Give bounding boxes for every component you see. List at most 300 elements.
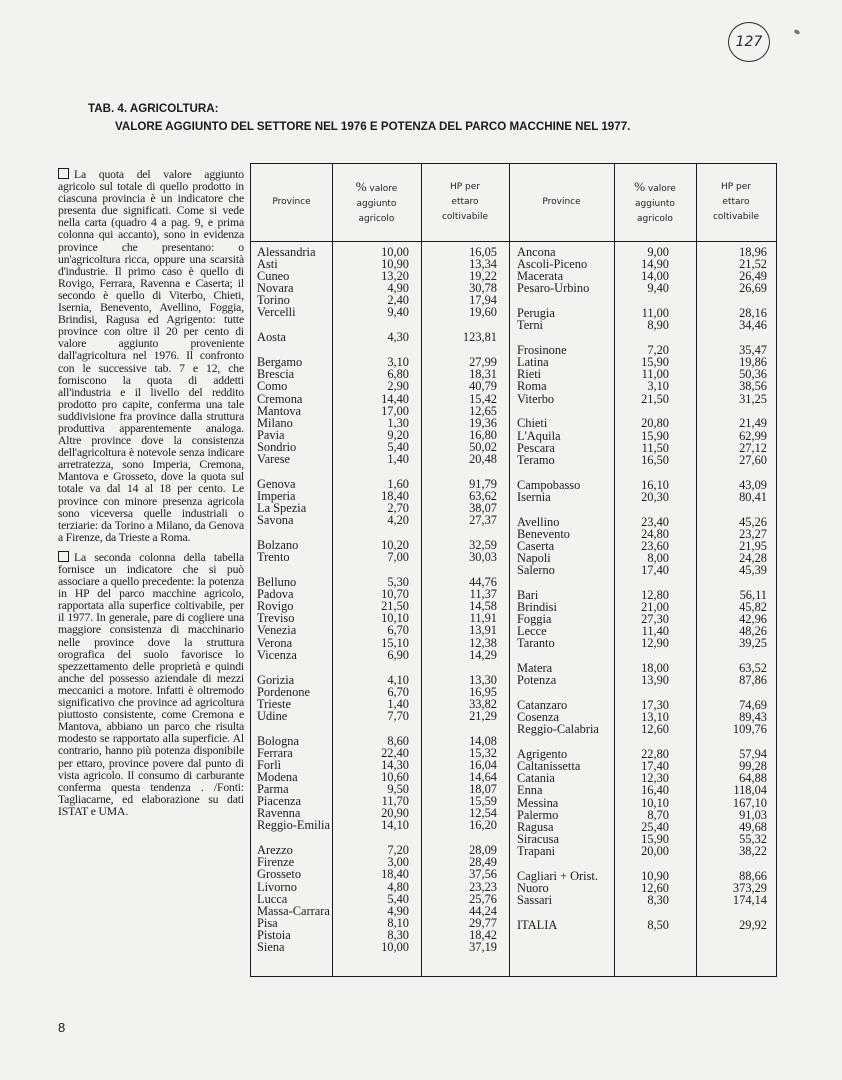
province-cell: Campobasso — [517, 477, 581, 492]
province-group — [517, 344, 770, 404]
table-row — [257, 393, 502, 405]
province-cell: Alessandria — [257, 245, 316, 259]
pct-value-cell: 8,50 — [647, 917, 669, 932]
pct-value-cell: 10,10 — [641, 795, 669, 810]
pct-value-cell: 6,90 — [387, 647, 409, 662]
table-row — [517, 821, 770, 833]
pct-value-cell: 21,50 — [641, 391, 669, 406]
province-cell: Viterbo — [517, 391, 555, 406]
pct-value-cell: 5,40 — [387, 891, 409, 906]
province-group — [517, 417, 770, 465]
narrative-text — [58, 168, 244, 825]
province-cell: Cagliari + Orist. — [517, 868, 598, 883]
narrative-paragraph-1: La quota del valore aggiunto agricolo sul totale di quello prodotto in ciascuna provincia è un indicatore che presenta due significati. Come si vede nella carta (quadro 4 a pag. 9, e prima colonna qui accanto), sono in evidenza province che presentano: o un'agricoltura ricca, oppure una scarsità d'industrie. Il primo caso è quello di Rovigo, Ferrara, Ravenna e Caserta; il secondo è quello di Viterbo, Chieti, Isernia, Benevento, Avellino, Foggia, Brindisi, Ragusa ed Agrigento: tutte province con oltre il 20 per cento di valore aggiunto proveniente dall'agricoltura nel 1976. Il confronto con le successive tab. 7 e 12, che forniscono la quota di addetti all'industria e il livello del reddito prodotto pro capite, conferma una tale suddivisione fra province dalla struttura produttiva apparentemente analoga. Altre province dove la consistenza dell'agricoltura è notevole senza indicare arretratezza, sono Imperia, Cremona, Mantova e Grosseto, dove la quota sul totale va dal 14 al 18 per cento. Le province con minore presenza agricola sono viceversa quelle industriali o terziarie: da Torino a Milano, da Genova a Firenze, da Trieste a Roma. — [58, 168, 244, 544]
table-row — [517, 282, 770, 294]
province-cell: Ferrara — [257, 745, 293, 760]
province-group — [517, 919, 770, 931]
hp-value-cell: 99,28 — [739, 759, 767, 774]
table-row — [257, 698, 502, 710]
province-cell: Nuoro — [517, 880, 549, 895]
table-row — [517, 894, 770, 906]
table-row — [517, 919, 770, 931]
province-cell: Grosseto — [257, 867, 302, 882]
pct-value-cell: 24,80 — [641, 526, 669, 541]
province-cell: Parma — [257, 782, 289, 797]
province-cell: Agrigento — [517, 747, 568, 762]
pct-value-cell: 15,90 — [641, 355, 669, 370]
table-row — [257, 246, 502, 258]
province-cell: Ragusa — [517, 819, 554, 834]
province-cell: L'Aquila — [517, 428, 561, 443]
table-row — [257, 747, 502, 759]
province-cell: Rieti — [517, 367, 542, 382]
pct-value-cell: 10,10 — [381, 611, 409, 626]
province-cell: Arezzo — [257, 843, 293, 858]
table-row — [257, 868, 502, 880]
province-cell: Varese — [257, 452, 291, 466]
table-row — [257, 905, 502, 917]
province-cell: Reggio-Calabria — [517, 722, 599, 737]
pct-value-cell: 8,30 — [387, 927, 409, 942]
province-group — [257, 539, 502, 563]
province-cell: Chieti — [517, 416, 548, 431]
hp-value-cell: 18,42 — [469, 927, 497, 942]
hp-value-cell: 11,91 — [469, 611, 497, 626]
hp-value-cell: 40,79 — [469, 379, 497, 394]
pct-value-cell: 8,60 — [387, 733, 409, 748]
hp-value-cell: 16,05 — [469, 245, 497, 259]
hp-value-cell: 34,46 — [739, 318, 767, 333]
pct-value-cell: 11,00 — [641, 367, 669, 382]
province-group — [517, 516, 770, 576]
pct-value-cell: 7,20 — [387, 843, 409, 858]
hp-value-cell: 31,25 — [739, 391, 767, 406]
hp-value-cell: 373,29 — [732, 880, 767, 895]
province-cell: Reggio-Emilia — [257, 818, 330, 833]
hp-value-cell: 15,32 — [469, 745, 497, 760]
province-cell: Asti — [257, 257, 278, 272]
province-cell: Bologna — [257, 733, 299, 748]
pct-value-cell: 9,20 — [387, 427, 409, 442]
pct-value-cell: 12,80 — [641, 587, 669, 602]
table-row — [257, 331, 502, 343]
header-province-right: Province — [542, 197, 581, 207]
table-row — [517, 454, 770, 466]
hp-value-cell: 16,04 — [469, 757, 497, 772]
hp-value-cell: 23,27 — [739, 526, 767, 541]
province-group — [517, 246, 770, 294]
province-cell: Foggia — [517, 612, 552, 627]
hp-value-cell: 18,96 — [739, 245, 767, 259]
table-row — [257, 258, 502, 270]
province-cell: Enna — [517, 783, 543, 798]
hp-value-cell: 74,69 — [739, 698, 767, 713]
table-body-left — [257, 246, 502, 966]
hp-value-cell: 21,52 — [739, 257, 767, 272]
pct-value-cell: 4,80 — [387, 879, 409, 894]
province-cell: Venezia — [257, 623, 297, 638]
pct-value-cell: 9,40 — [647, 281, 669, 296]
hp-value-cell: 38,22 — [739, 843, 767, 858]
table-row — [517, 809, 770, 821]
hp-value-cell: 14,08 — [469, 733, 497, 748]
hp-value-cell: 12,65 — [469, 403, 497, 418]
province-cell: Pescara — [517, 440, 555, 455]
province-group — [517, 699, 770, 735]
province-cell: Siena — [257, 939, 285, 954]
square-bullet-icon — [58, 168, 69, 179]
province-cell: Salerno — [517, 562, 555, 577]
table-row — [257, 893, 502, 905]
table-row — [517, 784, 770, 796]
table-row — [257, 649, 502, 661]
province-cell: Verona — [257, 635, 293, 650]
hp-value-cell: 109,76 — [732, 722, 767, 737]
pct-value-cell: 13,10 — [641, 710, 669, 725]
province-cell: Udine — [257, 708, 288, 723]
hp-value-cell: 48,26 — [739, 624, 767, 639]
province-cell: Cuneo — [257, 269, 290, 284]
hp-value-cell: 21,49 — [739, 416, 767, 431]
pct-value-cell: 2,90 — [387, 379, 409, 394]
pct-value-cell: 23,40 — [641, 514, 669, 529]
table-row — [517, 430, 770, 442]
province-cell: Caltanissetta — [517, 759, 581, 774]
hp-value-cell: 35,47 — [739, 343, 767, 358]
province-cell: Modena — [257, 769, 298, 784]
province-cell: Ancona — [517, 245, 556, 259]
header-hp-left: HP per ettaro coltivabile — [441, 182, 489, 222]
province-cell: Trento — [257, 550, 290, 565]
pct-value-cell: 10,00 — [381, 939, 409, 954]
table-row — [517, 637, 770, 649]
pct-value-cell: 14,10 — [381, 818, 409, 833]
hp-value-cell: 12,38 — [469, 635, 497, 650]
pct-value-cell: 22,80 — [641, 747, 669, 762]
hp-value-cell: 87,86 — [739, 673, 767, 688]
province-cell: Bergamo — [257, 355, 303, 370]
pct-value-cell: 10,70 — [381, 587, 409, 602]
pct-value-cell: 8,90 — [647, 318, 669, 333]
hp-value-cell: 14,64 — [469, 769, 497, 784]
pct-value-cell: 8,30 — [647, 893, 669, 907]
province-cell: Genova — [257, 476, 296, 491]
pct-value-cell: 4,90 — [387, 903, 409, 918]
province-cell: Como — [257, 379, 288, 394]
pct-value-cell: 14,00 — [641, 269, 669, 284]
province-group — [517, 662, 770, 686]
pct-value-cell: 7,00 — [387, 550, 409, 565]
pct-value-cell: 18,00 — [641, 661, 669, 676]
pct-value-cell: 20,00 — [641, 843, 669, 858]
hp-value-cell: 57,94 — [739, 747, 767, 762]
hp-value-cell: 27,37 — [469, 513, 497, 528]
pct-value-cell: 7,20 — [647, 343, 669, 358]
page-number: 8 — [58, 1020, 66, 1035]
hp-value-cell: 28,16 — [739, 306, 767, 321]
province-cell: Aosta — [257, 330, 286, 345]
table-row — [257, 917, 502, 929]
title-line-2: VALORE AGGIUNTO DEL SETTORE NEL 1976 E POTENZA DEL PARCO MACCHINE NEL 1977. — [115, 120, 631, 133]
table-row — [257, 380, 502, 392]
province-cell: Milano — [257, 415, 293, 430]
hp-value-cell: 18,31 — [469, 367, 497, 382]
table-row — [517, 564, 770, 576]
pct-value-cell: 6,70 — [387, 684, 409, 699]
province-cell: Forlì — [257, 757, 282, 772]
province-cell: Latina — [517, 355, 549, 370]
hp-value-cell: 80,41 — [739, 489, 767, 504]
pct-value-cell: 21,00 — [641, 599, 669, 614]
pct-value-cell: 17,40 — [641, 562, 669, 577]
province-cell: Livorno — [257, 879, 297, 894]
pct-value-cell: 11,70 — [381, 794, 409, 809]
table-row — [257, 270, 502, 282]
pct-value-cell: 16,10 — [641, 477, 669, 492]
province-cell: Messina — [517, 795, 559, 810]
pct-value-cell: 11,50 — [641, 440, 669, 455]
pct-value-cell: 16,40 — [641, 783, 669, 798]
pct-value-cell: 10,90 — [641, 868, 669, 883]
province-cell: Gorizia — [257, 672, 295, 687]
hp-value-cell: 16,95 — [469, 684, 497, 699]
province-cell: Ascoli-Piceno — [517, 257, 588, 272]
pct-value-cell: 8,70 — [647, 807, 669, 822]
table-body-right — [517, 246, 770, 944]
pct-value-cell: 4,90 — [387, 281, 409, 296]
pct-value-cell: 3,10 — [647, 379, 669, 394]
province-cell: Pavia — [257, 427, 285, 442]
table-row — [257, 819, 502, 831]
pct-value-cell: 10,90 — [381, 257, 409, 272]
table-row — [257, 282, 502, 294]
pct-value-cell: 15,90 — [641, 831, 669, 846]
province-cell: Brescia — [257, 367, 295, 382]
table-row — [517, 491, 770, 503]
hp-value-cell: 26,69 — [739, 281, 767, 296]
pct-value-cell: 2,70 — [387, 501, 409, 516]
province-cell: Perugia — [517, 306, 555, 321]
hp-value-cell: 91,03 — [739, 807, 767, 822]
province-cell: La Spezia — [257, 501, 307, 516]
province-cell: Savona — [257, 513, 294, 528]
province-cell: Sondrio — [257, 439, 297, 454]
table-row — [257, 539, 502, 551]
pct-value-cell: 8,00 — [647, 550, 669, 565]
pct-value-cell: 13,20 — [381, 269, 409, 284]
province-group — [257, 576, 502, 661]
hp-value-cell: 16,80 — [469, 427, 497, 442]
province-cell: Lucca — [257, 891, 288, 906]
table-row — [517, 723, 770, 735]
province-cell: Bolzano — [257, 538, 299, 553]
pct-value-cell: 4,20 — [387, 513, 409, 528]
hp-value-cell: 33,82 — [469, 696, 497, 711]
table-row — [257, 588, 502, 600]
hp-value-cell: 16,20 — [469, 818, 497, 833]
hp-value-cell: 49,68 — [739, 819, 767, 834]
hp-value-cell: 167,10 — [732, 795, 767, 810]
title-line-1: TAB. 4. AGRICOLTURA: — [88, 102, 219, 115]
table-row — [257, 624, 502, 636]
province-cell: Firenze — [257, 855, 295, 870]
pct-value-cell: 2,40 — [387, 293, 409, 308]
hp-value-cell: 19,22 — [469, 269, 497, 284]
province-group — [517, 870, 770, 906]
province-cell: Pisa — [257, 915, 278, 930]
table-row — [257, 881, 502, 893]
hp-value-cell: 118,04 — [733, 783, 767, 798]
table-row — [517, 393, 770, 405]
table-row — [517, 528, 770, 540]
hp-value-cell: 30,78 — [469, 281, 497, 296]
hp-value-cell: 29,77 — [469, 915, 497, 930]
hp-value-cell: 39,25 — [739, 636, 767, 651]
province-group — [257, 478, 502, 526]
pct-value-cell: 13,90 — [641, 673, 669, 688]
hp-value-cell: 18,07 — [469, 782, 497, 797]
hp-value-cell: 174,14 — [732, 893, 767, 907]
pct-value-cell: 1,40 — [387, 452, 409, 466]
header-divider — [251, 241, 776, 242]
province-cell: Vercelli — [257, 305, 296, 320]
province-cell: Frosinone — [517, 343, 567, 358]
hp-value-cell: 37,19 — [469, 939, 497, 954]
hp-value-cell: 50,02 — [469, 439, 497, 454]
hp-value-cell: 13,34 — [469, 257, 497, 272]
table-row — [257, 441, 502, 453]
table-row — [517, 442, 770, 454]
province-cell: Avellino — [517, 514, 560, 529]
hp-value-cell: 55,32 — [739, 831, 767, 846]
header-hp-right: HP per ettaro coltivabile — [712, 182, 760, 222]
pct-value-cell: 1,40 — [387, 696, 409, 711]
pct-value-cell: 10,00 — [381, 245, 409, 259]
province-cell: Padova — [257, 587, 294, 602]
province-cell: Caserta — [517, 538, 555, 553]
hp-value-cell: 45,82 — [739, 599, 767, 614]
pct-value-cell: 6,80 — [387, 367, 409, 382]
hp-value-cell: 42,96 — [739, 612, 767, 627]
province-cell: Mantova — [257, 403, 302, 418]
hp-value-cell: 15,59 — [469, 794, 497, 809]
data-table — [250, 163, 777, 977]
hp-value-cell: 37,56 — [469, 867, 497, 882]
hp-value-cell: 32,59 — [469, 538, 497, 553]
pct-value-cell: 3,00 — [387, 855, 409, 870]
hp-value-cell: 11,37 — [469, 587, 497, 602]
header-province-left: Province — [272, 197, 311, 207]
pct-value-cell: 7,70 — [387, 708, 409, 723]
table-row — [257, 551, 502, 563]
hp-value-cell: 23,23 — [469, 879, 497, 894]
hp-value-cell: 14,58 — [469, 599, 497, 614]
table-row — [517, 674, 770, 686]
table-row — [257, 306, 502, 318]
pct-value-cell: 10,60 — [381, 769, 409, 784]
table-row — [517, 380, 770, 392]
province-cell: Imperia — [257, 488, 296, 503]
pct-value-cell: 23,60 — [641, 538, 669, 553]
pct-value-cell: 20,30 — [641, 489, 669, 504]
hp-value-cell: 27,60 — [739, 452, 767, 467]
province-cell: ITALIA — [517, 917, 558, 932]
hp-value-cell: 56,11 — [739, 587, 767, 602]
hp-value-cell: 63,62 — [469, 488, 497, 503]
hp-value-cell: 19,36 — [469, 415, 497, 430]
province-cell: Taranto — [517, 636, 555, 651]
province-cell: Rovigo — [257, 599, 294, 614]
table-row — [517, 516, 770, 528]
province-cell: Roma — [517, 379, 547, 394]
province-cell: Napoli — [517, 550, 551, 565]
province-cell: Trapani — [517, 843, 556, 858]
pct-value-cell: 4,10 — [387, 672, 409, 687]
province-group — [517, 748, 770, 857]
column-divider — [509, 164, 510, 976]
hp-value-cell: 38,56 — [739, 379, 767, 394]
hp-value-cell: 13,30 — [469, 672, 497, 687]
table-row — [257, 453, 502, 465]
province-group — [257, 735, 502, 832]
hp-value-cell: 17,94 — [469, 293, 497, 308]
table-row — [517, 417, 770, 429]
pct-value-cell: 6,70 — [387, 623, 409, 638]
table-row — [257, 405, 502, 417]
table-title — [88, 100, 788, 136]
province-cell: Catania — [517, 771, 555, 786]
province-cell: Cremona — [257, 391, 303, 406]
province-cell: Massa-Carrara — [257, 903, 330, 918]
hp-value-cell: 27,99 — [469, 355, 497, 370]
pct-value-cell: 25,40 — [641, 819, 669, 834]
hp-value-cell: 63,52 — [739, 661, 767, 676]
hp-value-cell: 15,42 — [469, 391, 497, 406]
hp-value-cell: 123,81 — [462, 330, 497, 345]
pct-value-cell: 9,50 — [387, 782, 409, 797]
province-cell: Torino — [257, 293, 290, 308]
province-cell: Ravenna — [257, 806, 301, 821]
hp-value-cell: 19,86 — [739, 355, 767, 370]
table-row — [257, 576, 502, 588]
province-cell: Trieste — [257, 696, 291, 711]
province-cell: Belluno — [257, 575, 297, 590]
hp-value-cell: 62,99 — [739, 428, 767, 443]
pct-value-cell: 17,30 — [641, 698, 669, 713]
table-row — [257, 771, 502, 783]
province-cell: Sassari — [517, 893, 553, 907]
province-cell: Macerata — [517, 269, 564, 284]
pct-value-cell: 9,00 — [647, 245, 669, 259]
hp-value-cell: 25,76 — [469, 891, 497, 906]
province-cell: Catanzaro — [517, 698, 568, 713]
pct-value-cell: 12,60 — [641, 722, 669, 737]
pct-value-cell: 21,50 — [381, 599, 409, 614]
province-group — [257, 331, 502, 343]
table-row — [257, 637, 502, 649]
pct-value-cell: 11,00 — [641, 306, 669, 321]
pct-value-cell: 14,90 — [641, 257, 669, 272]
pct-value-cell: 8,10 — [387, 915, 409, 930]
table-row — [517, 319, 770, 331]
hp-value-cell: 45,26 — [739, 514, 767, 529]
province-cell: Novara — [257, 281, 294, 296]
province-cell: Brindisi — [517, 599, 557, 614]
hp-value-cell: 13,91 — [469, 623, 497, 638]
pct-value-cell: 1,60 — [387, 476, 409, 491]
province-group — [257, 246, 502, 319]
hp-value-cell: 44,24 — [469, 903, 497, 918]
